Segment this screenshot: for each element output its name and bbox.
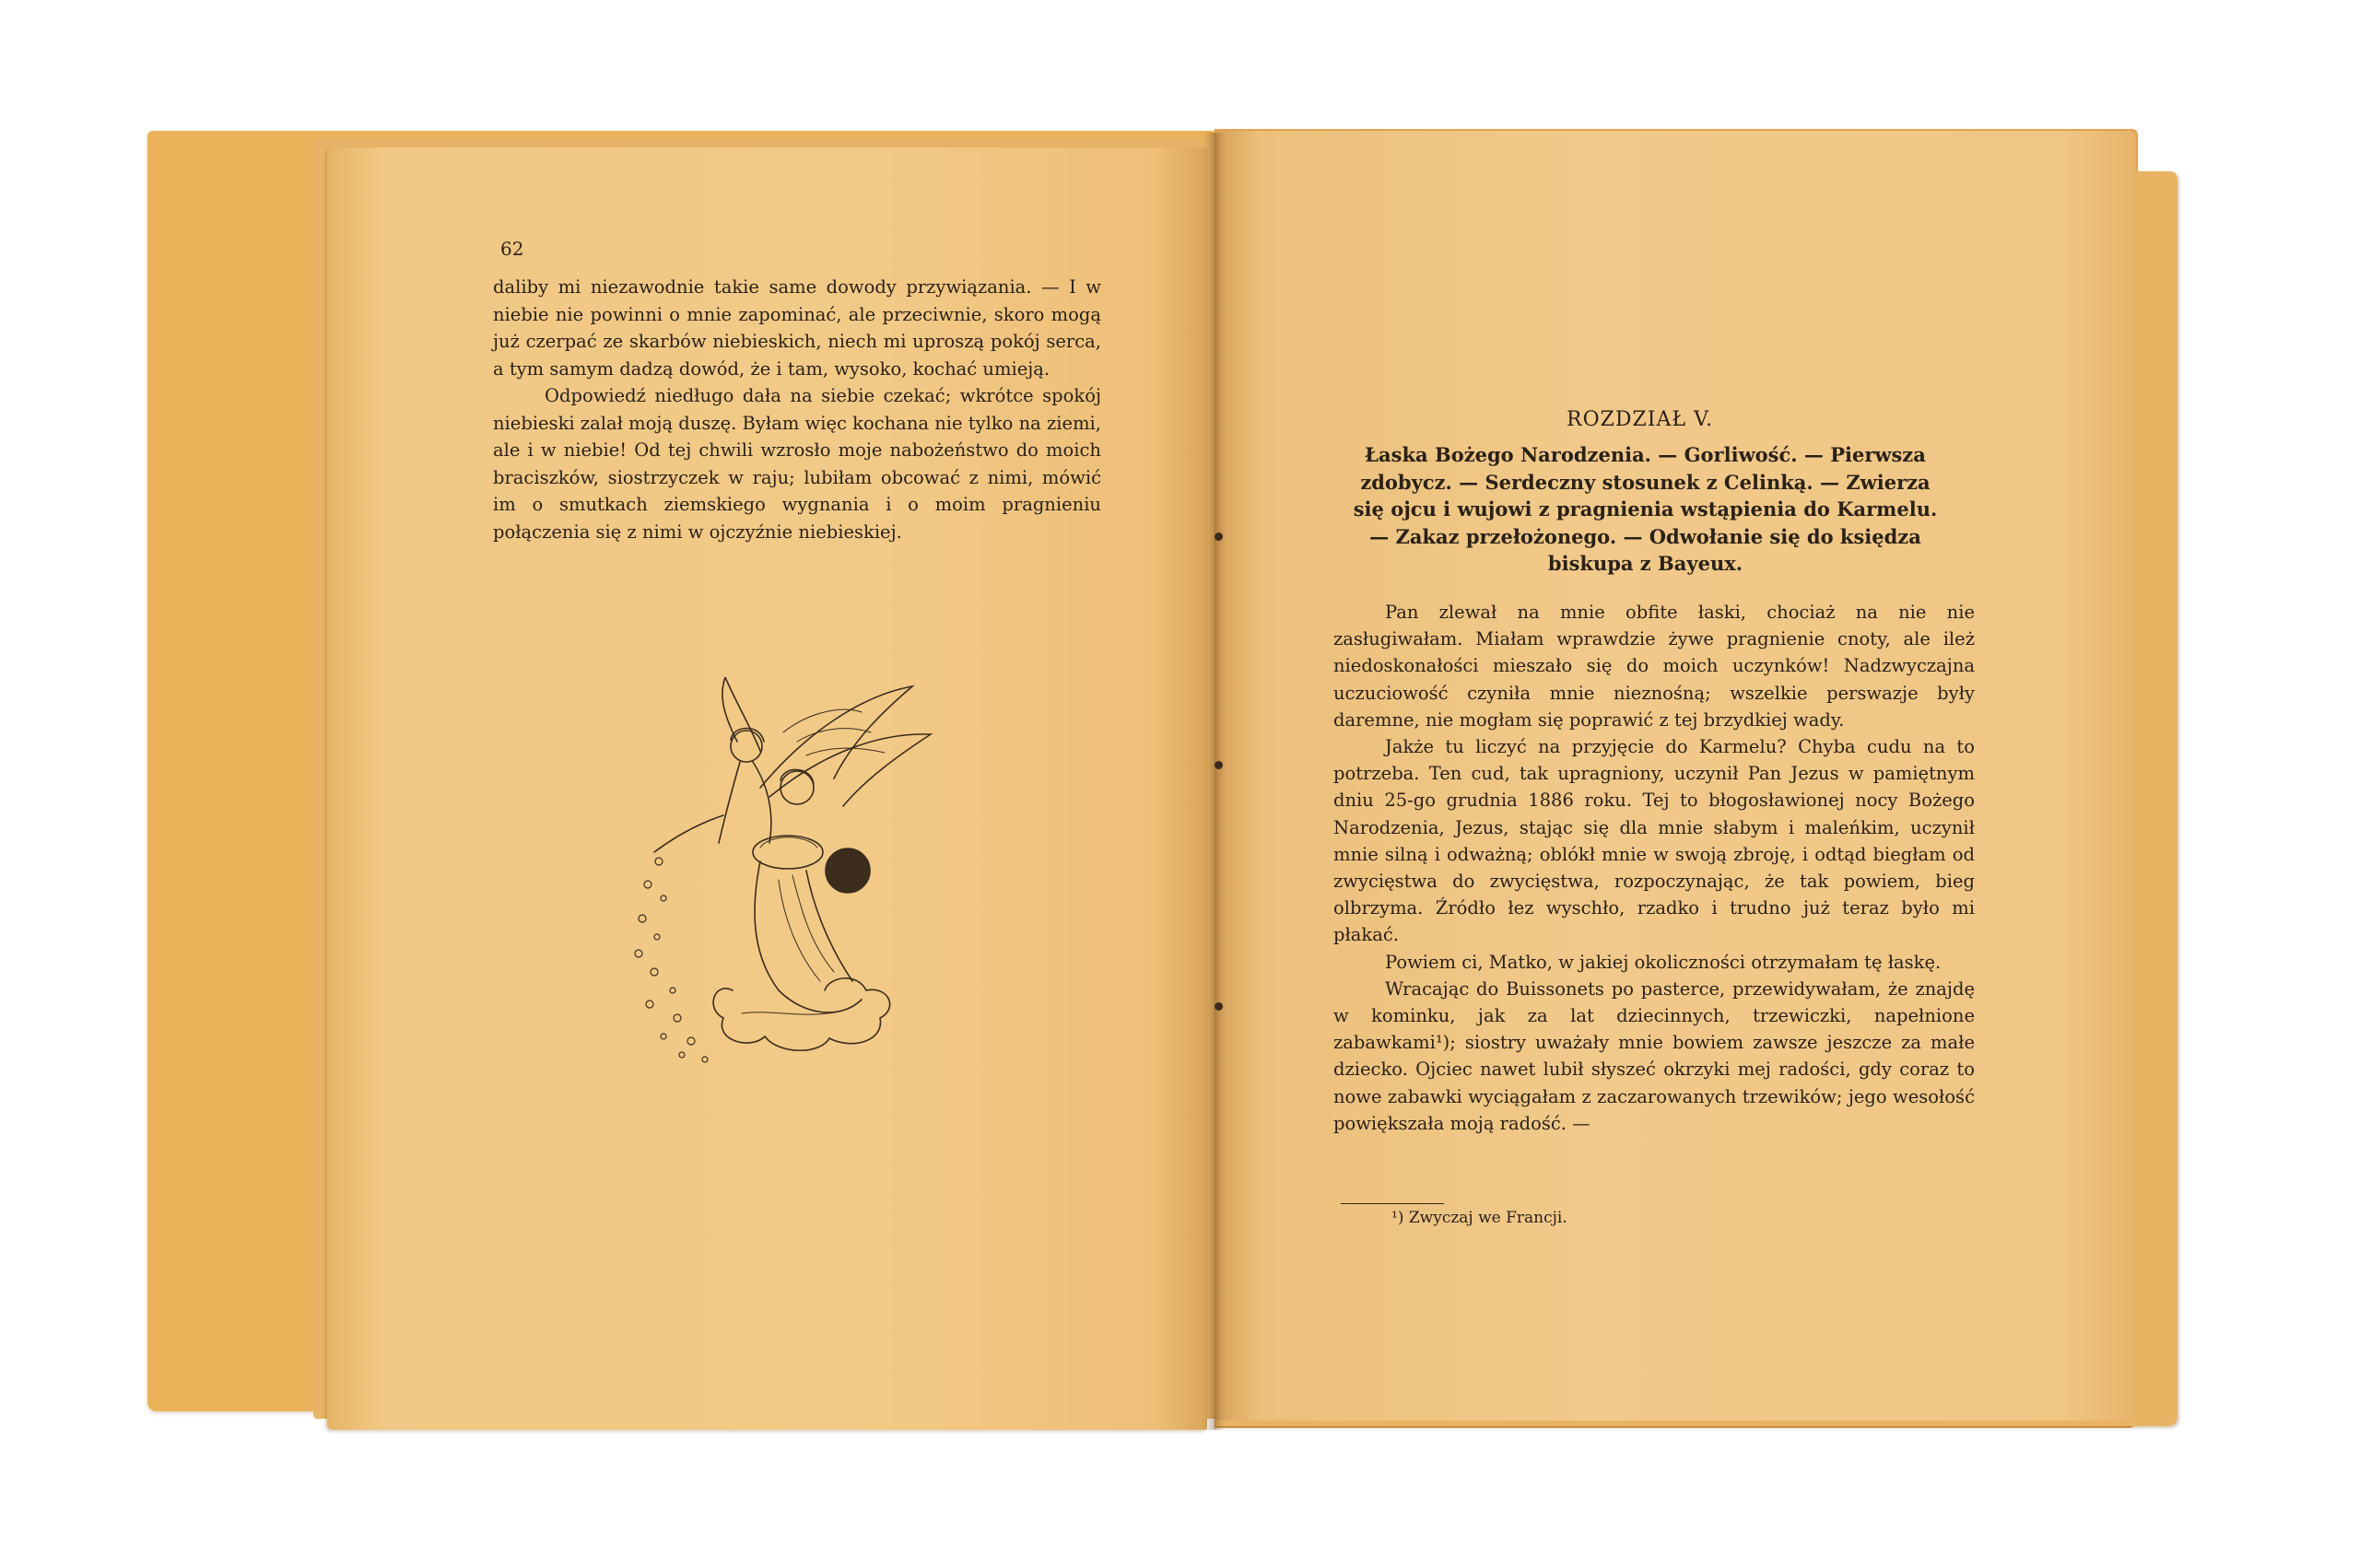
right-page-text <box>1333 599 1975 1137</box>
paragraph: Powiem ci, Matko, w jakiej okoliczności otrzymałam tę łaskę. <box>1385 951 1942 973</box>
binding-stitch <box>1215 532 1223 541</box>
left-page-text <box>493 274 1101 545</box>
binding-stitch <box>1215 761 1223 769</box>
page-number: 62 <box>500 238 524 260</box>
paragraph: Odpowiedź niedługo dała na siebie czekać; wkrótce spokój niebieski zalał moją duszę. Byłam więc kochana nie tylko na ziemi, ale i w niebie! Od tej chwili wzrosło moje nabożeństwo do moich braciszków, siostrzyczek w raju; lubiłam obcować z nimi, mówić im o smutkach ziemskiego wygnania i o moim pragnieniu połączenia się z nimi w ojczyźnie niebieskiej. <box>493 385 1101 543</box>
chapter-summary: Łaska Bożego Narodzenia. — Gorliwość. — Pierwsza zdobycz. — Serdeczny stosunek z Celinką. — Zwierza się ojcu i wujowi z pragnienia wstąpienia do Karmelu. — Zakaz przełożonego. — Odwołanie się do księdza biskupa z Bayeux. <box>1353 443 1938 575</box>
footnote-rule <box>1341 1203 1444 1204</box>
binding-stitch <box>1215 1002 1223 1011</box>
paragraph: Jakże tu liczyć na przyjęcie do Karmelu? Chyba cudu na to potrzeba. Ten cud, tak upragniony, uczynił Pan Jezus w pamiętnym dniu 25-go grudnia 1886 roku. Tej to błogosławionej nocy Bożego Narodzenia, Jezus, stając się dla mnie słabym i maleńkim, uczynił mnie silną i odważną; oblókł mnie w swoją zbroję, i odtąd biegłam od zwycięstwa do zwycięstwa, rozpoczynając, że tak powiem, bieg olbrzyma. Źródło łez wyschło, rzadko i trudno już teraz było mi płakać. <box>1333 736 1975 946</box>
book-gutter <box>1203 133 1226 1430</box>
paragraph: daliby mi niezawodnie takie same dowody przywiązania. — I w niebie nie powinni o mnie zapominać, ale przeciwnie, skoro mogą już czerpać ze skarbów niebieskich, niech mi uproszą pokój serca, a tym samym dadzą dowód, że i tam, wysoko, kochać umieją. <box>493 276 1101 380</box>
angels-illustration <box>622 677 991 1073</box>
paragraph: Wracając do Buissonets po pasterce, przewidywałam, że znajdę w kominku, jak za lat dziecinnych, trzewiczki, napełnione zabawkami¹); siostry uważały mnie bowiem zawsze jeszcze za małe dziecko. Ojciec nawet lubił słyszeć okrzyki mej radości, gdy coraz to nowe zabawki wyciągałam z zaczarowanych trzewików; jego wesołość powiększała moją radość. — <box>1333 977 1975 1134</box>
paragraph: Pan zlewał na mnie obfite łaski, chociaż na nie nie zasługiwałam. Miałam wprawdzie żywe pragnienie cnoty, ale ileż niedoskonałości mieszało się do moich uczynków! Nadzwyczajna uczuciowość czyniła mnie nieznośną; wszelkie perswazje były daremne, nie mogłam się poprawić z tej brzydkiej wady. <box>1333 602 1975 731</box>
chapter-heading: ROZDZIAŁ V. <box>1567 408 1714 431</box>
footnote: ¹) Zwyczaj we Francji. <box>1391 1209 1567 1227</box>
